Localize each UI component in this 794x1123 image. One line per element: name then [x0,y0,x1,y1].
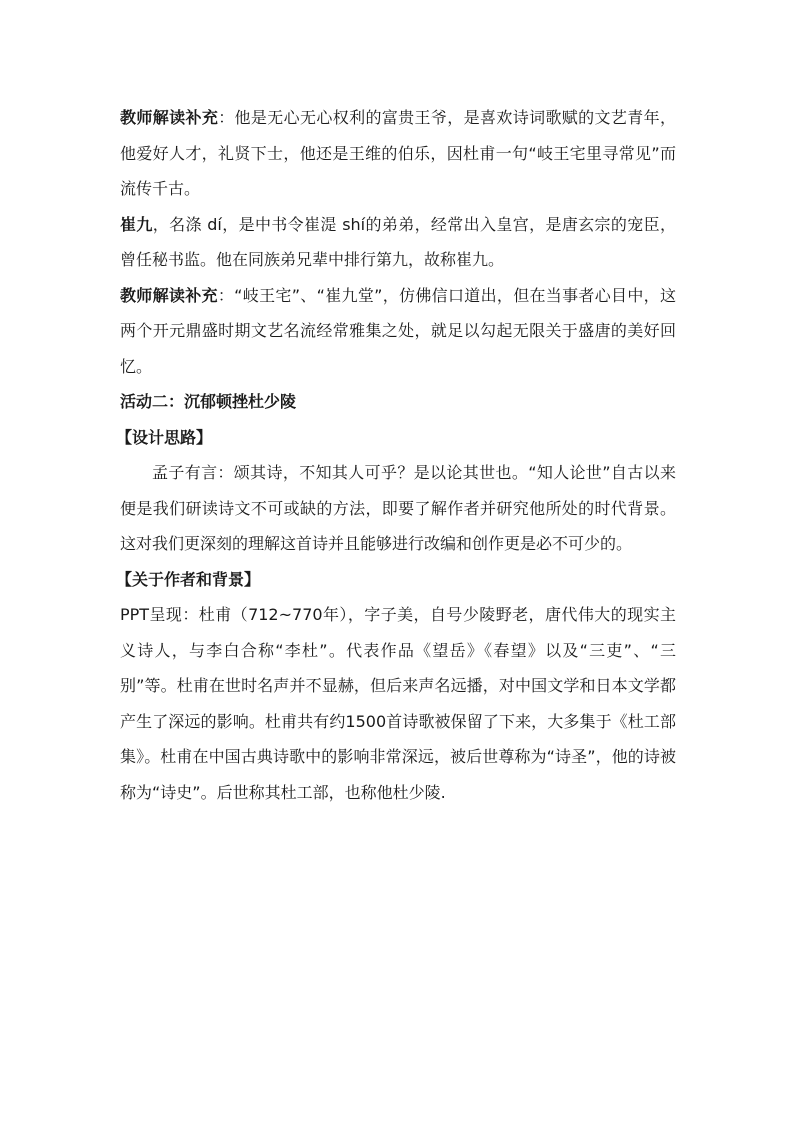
teacher-note-label: 教师解读补充 [120,108,219,127]
teacher-note-label-2: 教师解读补充 [120,285,218,305]
design-idea-heading: 【设计思路】 [116,427,213,447]
teacher-note-text: ：他是无心无心权利的富贵王爷，是喜欢诗词歌赋的文艺青年，他爱好人才，礼贤下士，他还是王维的伯乐，因杜甫一句“岐王宅里寻常见”而流传千古。 [120,108,676,198]
activity-two-heading: 活动二：沉郁顿挫杜少陵 [120,392,297,411]
cui-jiu-paragraph [120,207,676,278]
document-page [116,100,676,810]
teacher-note-text-2: ：“岐王宅”、“崔九堂”，仿佛信口道出，但在当事者心目中，这两个开元鼎盛时期文艺名流经常雅集之处，就足以勾起无限关于盛唐的美好回忆。 [120,285,676,376]
teacher-note-paragraph-1 [120,100,676,207]
design-idea-paragraph: 孟子有言：颂其诗，不知其人可乎？是以论其世也。“知人论世”自古以来便是我们研读诗文不可或缺的方法，即要了解作者并研究他所处的时代背景。这对我们更深刻的理解这首诗并且能够进行改编和创作更是必不可少的。 [120,463,676,553]
cui-jiu-text: ，名涤 dí，是中书令崔湜 shí的弟弟，经常出入皇宫，是唐玄宗的宠臣，曾任秘书监。他在同族弟兄辈中排行第九，故称崔九。 [120,214,676,269]
teacher-note-paragraph-2 [120,278,676,385]
author-background-paragraph: PPT呈现：杜甫（712~770年），字子美，自号少陵野老，唐代伟大的现实主义诗人，与李白合称“李杜”。代表作品《望岳》《春望》以及“三吏”、“三别”等。杜甫在世时名声并不显赫，但后来声名远播，对中国文学和日本文学都产生了深远的影响。杜甫共有约1500首诗歌被保留了下来，大多集于《杜工部集》。杜甫在中国古典诗歌中的影响非常深远，被后世尊称为“诗圣”，他的诗被称为“诗史”。后世称其杜工部，也称他杜少陵. [120,605,676,802]
cui-jiu-label: 崔九 [120,214,153,234]
author-background-heading: 【关于作者和背景】 [116,569,261,589]
